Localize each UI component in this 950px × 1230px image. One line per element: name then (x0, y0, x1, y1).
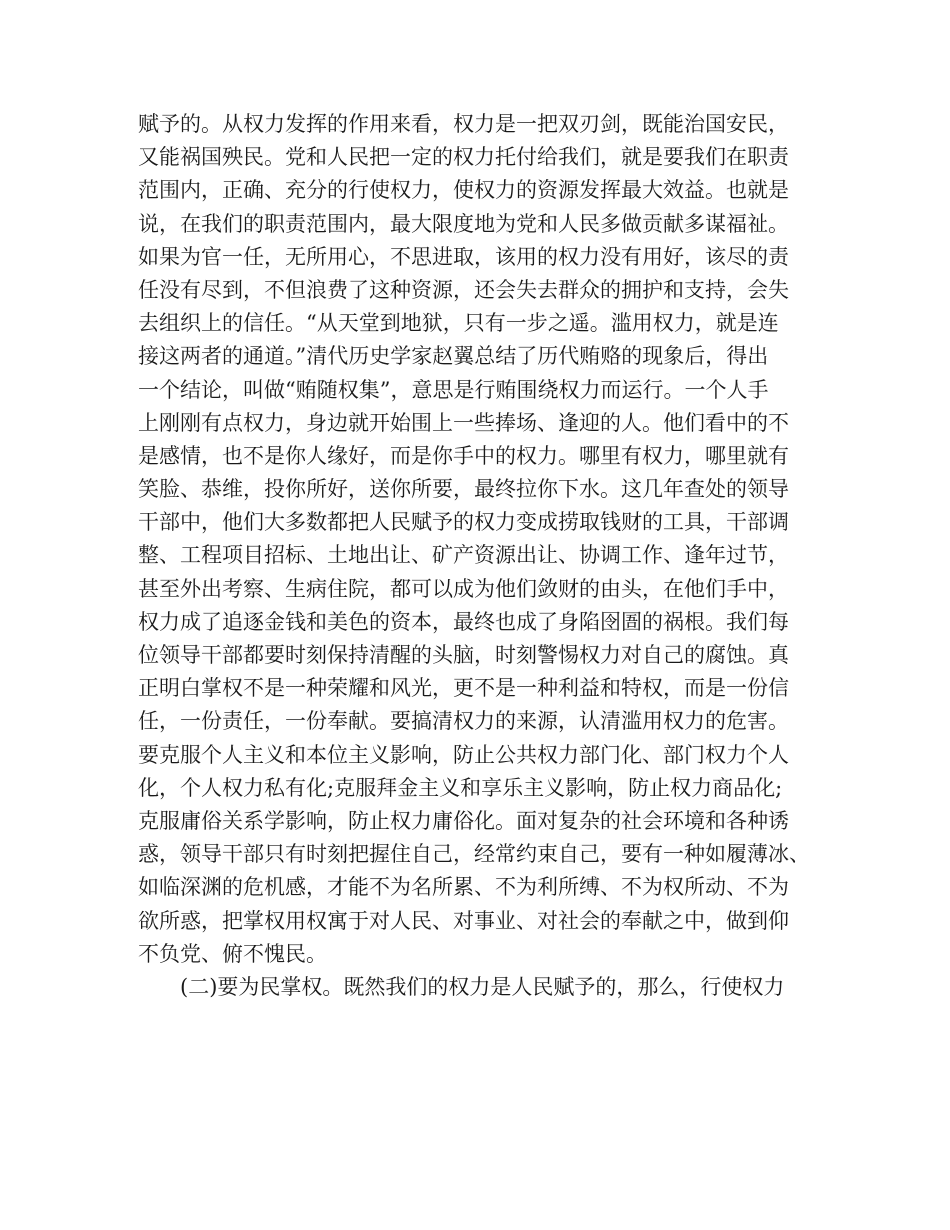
text-line: 任没有尽到，不但浪费了这种资源，还会失去群众的拥护和支持，会失 (138, 277, 789, 302)
text-line: 又能祸国殃民。党和人民把一定的权力托付给我们，就是要我们在职责 (138, 145, 789, 170)
text-line: 不负党、俯不愧民。 (138, 941, 327, 966)
body-text (138, 108, 828, 1004)
text-line: 惑，领导干部只有时刻把握住自己，经常约束自己，要有一种如履薄冰、 (138, 842, 810, 867)
text-line: 接这两者的通道。”清代历史学家赵翼总结了历代贿赂的现象后，得出 (138, 344, 769, 369)
text-line: 任，一份责任，一份奉献。要搞清权力的来源，认清滥用权力的危害。 (138, 709, 789, 734)
text-line: 如临深渊的危机感，才能不为名所累、不为利所缚、不为权所动、不为 (138, 875, 789, 900)
text-line: 权力成了追逐金钱和美色的资本，最终也成了身陷囹圄的祸根。我们每 (138, 609, 789, 634)
text-line: 如果为官一任，无所用心，不思进取，该用的权力没有用好，该尽的责 (138, 244, 789, 269)
text-line: 范围内，正确、充分的行使权力，使权力的资源发挥最大效益。也就是 (138, 178, 789, 203)
text-line: 克服庸俗关系学影响，防止权力庸俗化。面对复杂的社会环境和各种诱 (138, 808, 789, 833)
text-line: 要克服个人主义和本位主义影响，防止公共权力部门化、部门权力个人 (138, 742, 789, 767)
text-line: 欲所惑，把掌权用权寓于对人民、对事业、对社会的奉献之中，做到仰 (138, 908, 789, 933)
text-line: 化，个人权力私有化;克服拜金主义和享乐主义影响，防止权力商品化; (138, 775, 783, 800)
text-line: 一个结论，叫做“贿随权集”，意思是行贿围绕权力而运行。一个人手 (138, 377, 769, 402)
text-line: 说，在我们的职责范围内，最大限度地为党和人民多做贡献多谋福祉。 (138, 211, 789, 236)
section-heading-line: (二)要为民掌权。既然我们的权力是人民赋予的，那么，行使权力 (180, 974, 785, 999)
text-line: 上刚刚有点权力，身边就开始围上一些捧场、逢迎的人。他们看中的不 (138, 410, 789, 435)
text-line: 去组织上的信任。“从天堂到地狱，只有一步之遥。滥用权力，就是连 (138, 311, 779, 336)
text-line: 甚至外出考察、生病住院，都可以成为他们敛财的由头，在他们手中， (138, 576, 789, 601)
text-line: 是感情，也不是你人缘好，而是你手中的权力。哪里有权力，哪里就有 (138, 443, 789, 468)
text-line: 干部中，他们大多数都把人民赋予的权力变成捞取钱财的工具，干部调 (138, 510, 789, 535)
text-line: 赋予的。从权力发挥的作用来看，权力是一把双刃剑，既能治国安民， (138, 112, 789, 136)
text-line: 整、工程项目招标、土地出让、矿产资源出让、协调工作、逢年过节， (138, 543, 789, 568)
text-line: 正明白掌权不是一种荣耀和风光，更不是一种利益和特权，而是一份信 (138, 676, 789, 701)
text-line: 位领导干部都要时刻保持清醒的头脑，时刻警惕权力对自己的腐蚀。真 (138, 643, 789, 667)
text-line: 笑脸、恭维，投你所好，送你所要，最终拉你下水。这几年查处的领导 (138, 477, 789, 502)
